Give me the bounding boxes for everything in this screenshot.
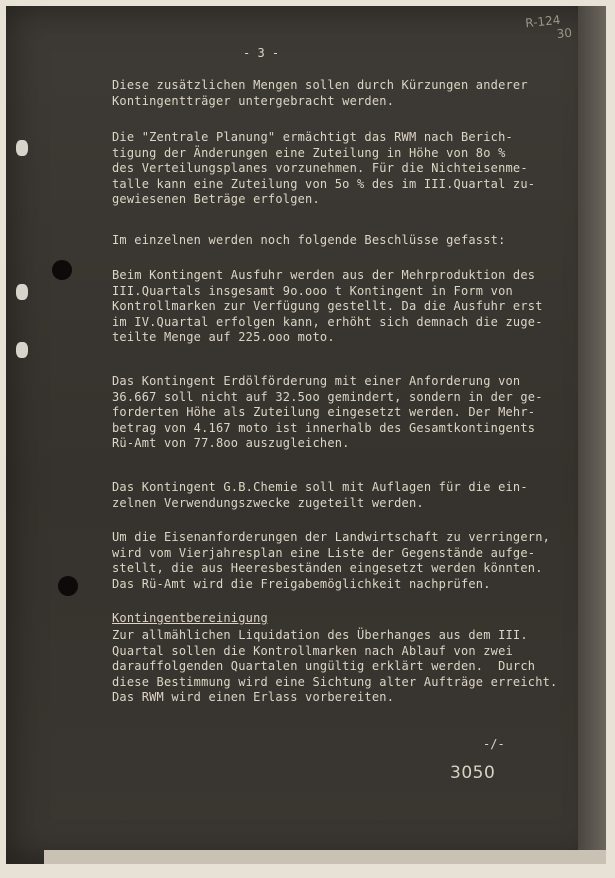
note-line-2: 30 xyxy=(555,25,573,42)
paragraph-5: Das Kontingent Erdölförderung mit einer Anforderung von 36.667 soll nicht auf 32.5oo gemindert, sondern in der ge- forderten Höhe als Zuteilung eingesetzt werden. Der Mehr- betrag von 4.167 moto ist innerhalb des Gesamtkontingents Rü-Amt von 77.8oo auszugleichen. xyxy=(112,374,543,450)
paragraph-3: Im einzelnen werden noch folgende Beschlüsse gefasst: xyxy=(112,233,506,247)
punch-hole xyxy=(58,576,78,596)
paragraph-1: Diese zusätzlichen Mengen sollen durch Kürzungen anderer Kontingentträger untergebracht werden. xyxy=(112,78,528,108)
paragraph-2: Die "Zentrale Planung" ermächtigt das RWM nach Berich- tigung der Änderungen eine Zuteilung in Höhe von 8o % des Verteilungsplanes vorzunehmen. Für die Nichteisenme- talle kann eine Zuteilung von 5o % des im III.Quartal zu- gewiesenen Beträge erfolgen. xyxy=(112,130,536,206)
punch-hole xyxy=(52,260,72,280)
paragraph-7: Um die Eisenanforderungen der Landwirtschaft zu verringern, wird vom Vierjahresplan eine Liste der Gegenstände aufge- stellt, die aus Heeresbeständen eingesetzt werden könnten. Das Rü-Amt wird die Freigabemöglichkeit nachprüfen. xyxy=(112,530,551,591)
archive-stamp: 3050 xyxy=(450,763,496,783)
signature-mark: -/- xyxy=(483,737,505,751)
handwritten-note xyxy=(525,12,573,45)
bottom-paper-strip xyxy=(44,850,606,864)
punch-hole-mark xyxy=(16,140,28,156)
section-text: Zur allmählichen Liquidation des Überhanges aus dem III. Quartal sollen die Kontrollmarken nach Ablauf von zwei darauffolgenden Quartalen ungültig erklärt werden. Durch diese Bestimmung wird eine Sichtung alter Aufträge erreicht. Das RWM wird einen Erlass vorbereiten. xyxy=(112,628,558,704)
punch-hole-mark xyxy=(16,342,28,358)
punch-hole-mark xyxy=(16,284,28,300)
paragraph-4: Beim Kontingent Ausfuhr werden aus der Mehrproduktion des III.Quartals insgesamt 9o.ooo t Kontingent in Form von Kontrollmarken zur Verfügung gestellt. Da die Ausfuhr erst im IV.Quartal erfolgen kann, erhöht sich demnach die zuge- teilte Menge auf 225.ooo moto. xyxy=(112,268,543,344)
page-number: - 3 - xyxy=(243,46,280,60)
section-heading: Kontingentbereinigung xyxy=(112,611,268,625)
note-line-1: R-124 xyxy=(524,12,562,31)
page-edge xyxy=(578,6,606,864)
paragraph-6: Das Kontingent G.B.Chemie soll mit Auflagen für die ein- zelnen Verwendungszwecke zugeteilt werden. xyxy=(112,480,528,510)
